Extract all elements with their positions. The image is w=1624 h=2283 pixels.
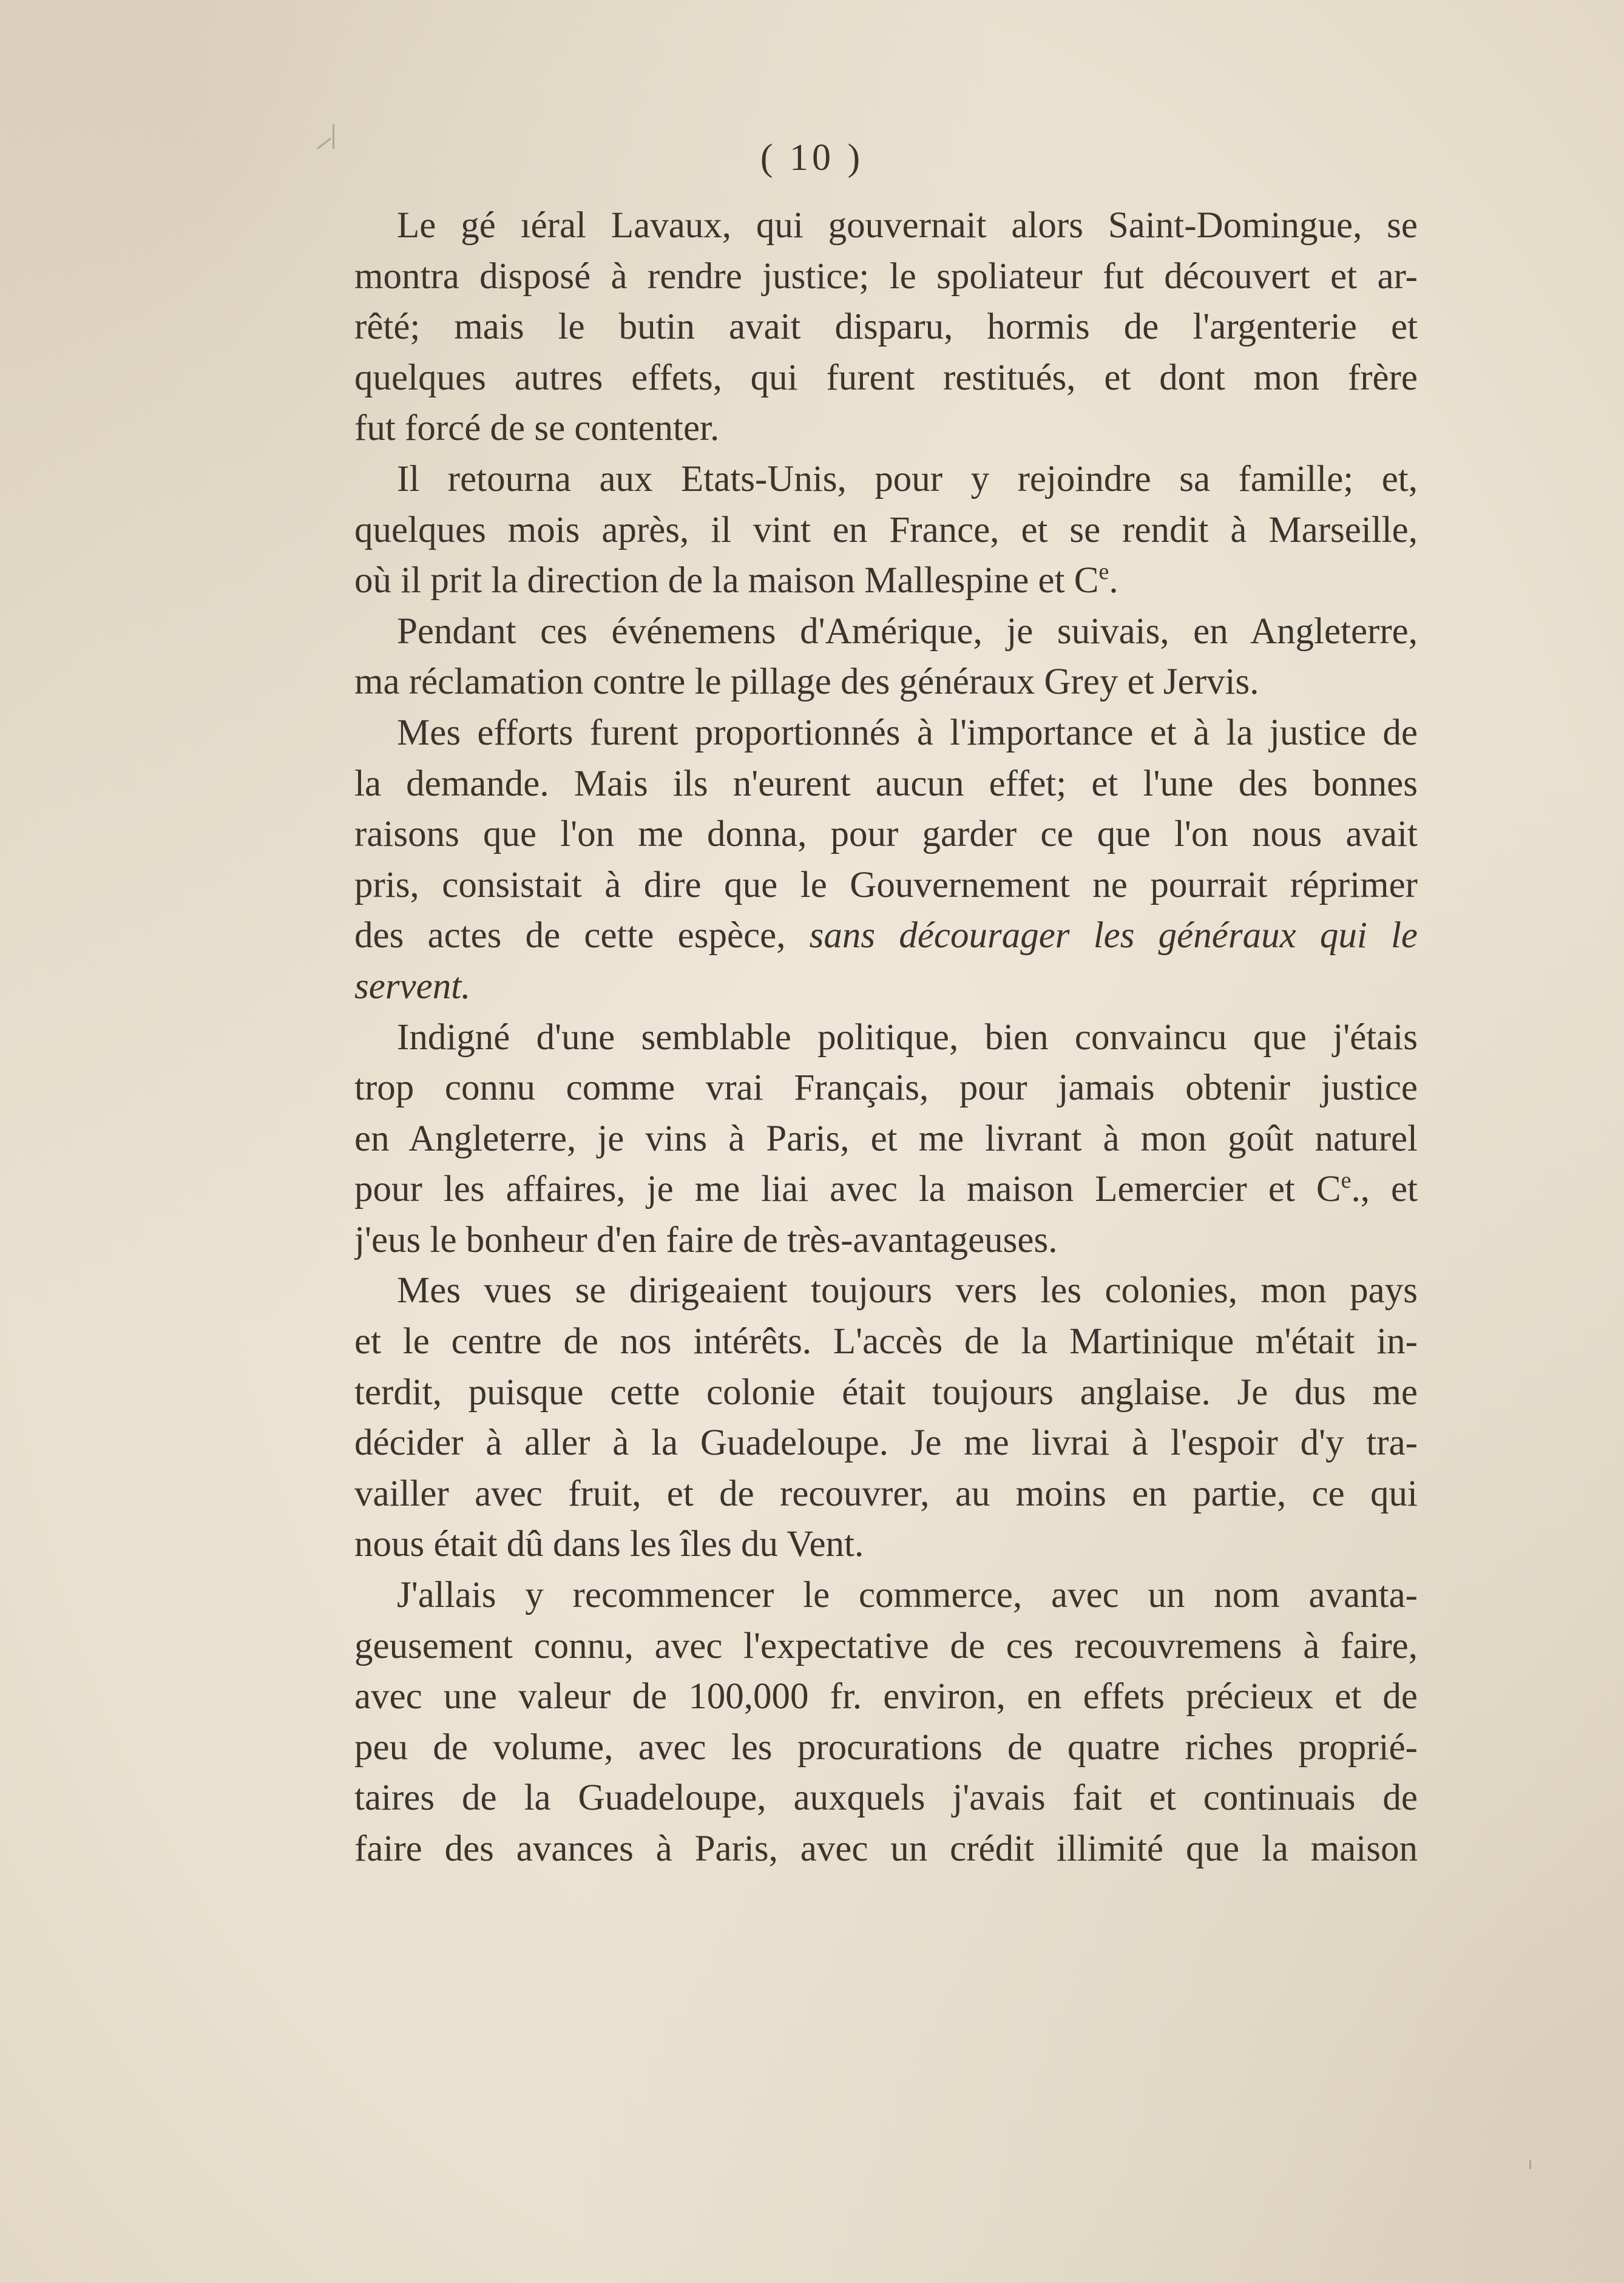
paragraph-1-line-3: rêté; mais le butin avait disparu, hormis de l'argenterie et xyxy=(354,306,1418,348)
page-number: ( 10 ) xyxy=(760,137,864,178)
paragraph-4-line-2: la demande. Mais ils n'eurent aucun effet; et l'une des bonnes xyxy=(354,763,1418,804)
body-text xyxy=(354,200,1418,1875)
paragraph-2-line-3-text: où il prit la direction de la maison Mallespine et C xyxy=(354,560,1099,601)
paragraph-4-line-6: servent. xyxy=(354,966,471,1007)
italic-phrase: sans décourager les généraux qui le xyxy=(809,915,1418,956)
paragraph-5-line-5: j'eus le bonheur d'en faire de très-avantageuses. xyxy=(354,1219,1058,1260)
paragraph-5-line-4-end: ., et xyxy=(1351,1169,1418,1210)
paragraph-5-line-4-text: pour les affaires, je me liai avec la maison Lemercier et C xyxy=(354,1169,1341,1210)
paragraph-4-line-4: pris, consistait à dire que le Gouvernement ne pourrait réprimer xyxy=(354,864,1418,905)
paragraph-7-line-4: peu de volume, avec les procurations de quatre riches proprié- xyxy=(354,1727,1418,1768)
paragraph-6-line-3: terdit, puisque cette colonie était toujours anglaise. Je dus me xyxy=(354,1371,1418,1413)
paragraph-7-line-1: J'allais y recommencer le commerce, avec un nom avanta- xyxy=(397,1575,1418,1616)
paper-mark xyxy=(333,124,334,149)
paragraph-4-line-1: Mes efforts furent proportionnés à l'importance et à la justice de xyxy=(397,712,1418,753)
paragraph-4-line-5 xyxy=(354,910,1418,961)
paragraph-7-line-6: faire des avances à Paris, avec un crédit illimité que la maison xyxy=(354,1828,1418,1869)
paragraph-7-line-3: avec une valeur de 100,000 fr. environ, en effets précieux et de xyxy=(354,1676,1418,1717)
paragraph-2-line-1: Il retourna aux Etats-Unis, pour y rejoindre sa famille; et, xyxy=(397,458,1418,499)
paragraph-5-line-4 xyxy=(354,1164,1418,1215)
paragraph-2-line-3-end: . xyxy=(1109,560,1118,601)
paragraph-6-line-2: et le centre de nos intérêts. L'accès de la Martinique m'était in- xyxy=(354,1321,1418,1362)
paragraph-6-line-5: vailler avec fruit, et de recouvrer, au moins en partie, ce qui xyxy=(354,1473,1418,1514)
paragraph-1-line-5: fut forcé de se contenter. xyxy=(354,408,720,449)
paragraph-5-line-3: en Angleterre, je vins à Paris, et me livrant à mon goût naturel xyxy=(354,1118,1418,1159)
paragraph-1-line-1: Le gé ıéral Lavaux, qui gouvernait alors Saint-Domingue, se xyxy=(397,205,1418,246)
paragraph-6-line-6: nous était dû dans les îles du Vent. xyxy=(354,1524,864,1565)
paragraph-1-line-4: quelques autres effets, qui furent restitués, et dont mon frère xyxy=(354,357,1418,398)
superscript: e xyxy=(1341,1168,1352,1194)
paragraph-7-line-2: geusement connu, avec l'expectative de ces recouvremens à faire, xyxy=(354,1625,1418,1666)
paragraph-3-line-1: Pendant ces événemens d'Amérique, je suivais, en Angleterre, xyxy=(397,610,1418,652)
paper-mark xyxy=(1529,2160,1531,2169)
paragraph-5-line-2: trop connu comme vrai Français, pour jamais obtenir justice xyxy=(354,1067,1418,1109)
paragraph-2-line-2: quelques mois après, il vint en France, et se rendit à Marseille, xyxy=(354,509,1418,550)
paragraph-2-line-3 xyxy=(354,555,1418,606)
paragraph-7-line-5: taires de la Guadeloupe, auxquels j'avais fait et continuais de xyxy=(354,1777,1418,1819)
paragraph-6-line-1: Mes vues se dirigeaient toujours vers les colonies, mon pays xyxy=(397,1270,1418,1311)
paragraph-4-line-5-text: des actes de cette espèce, xyxy=(354,915,786,956)
paragraph-3-line-2: ma réclamation contre le pillage des généraux Grey et Jervis. xyxy=(354,661,1259,703)
paragraph-6-line-4: décider à aller à la Guadeloupe. Je me livrai à l'espoir d'y tra- xyxy=(354,1422,1418,1464)
superscript: e xyxy=(1098,559,1109,585)
paragraph-5-line-1: Indigné d'une semblable politique, bien convaincu que j'étais xyxy=(397,1016,1418,1058)
paragraph-1-line-2: montra disposé à rendre justice; le spoliateur fut découvert et ar- xyxy=(354,255,1418,297)
paragraph-4-line-3: raisons que l'on me donna, pour garder ce que l'on nous avait xyxy=(354,814,1418,855)
